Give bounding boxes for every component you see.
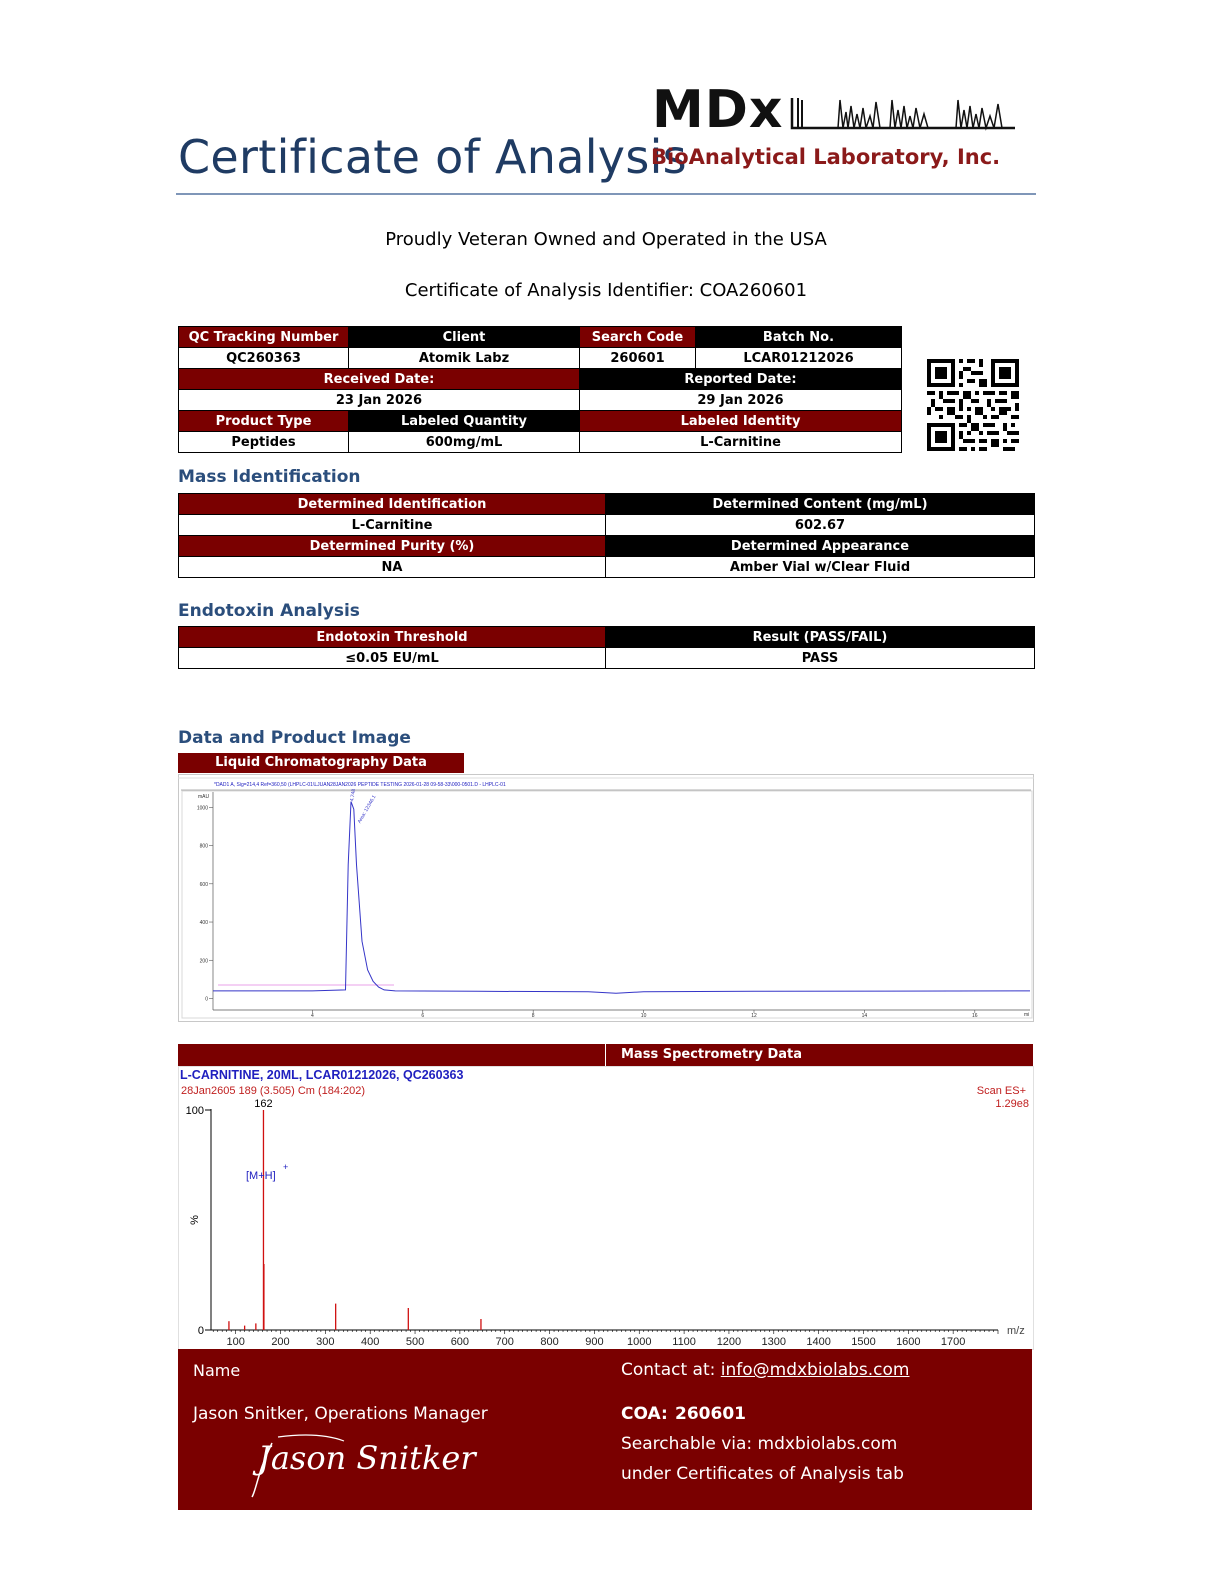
lc-chart (178, 774, 1034, 1022)
ms-x-tick-label: 1500 (851, 1336, 876, 1348)
ms-x-tick-label: 600 (450, 1336, 470, 1348)
lc-peak-area-label: Area: 12346.1 (356, 794, 378, 825)
ms-x-tick-label: 100 (226, 1336, 245, 1348)
name-label: Name (193, 1361, 241, 1380)
labeled-quantity-header: Labeled Quantity (349, 411, 580, 432)
lc-y-tick-label: 800 (199, 843, 208, 850)
ms-peak-label: 162 (254, 1098, 273, 1110)
ms-data-label: Mass Spectrometry Data (605, 1044, 1034, 1066)
labeled-quantity-value: 600mg/mL (349, 432, 580, 453)
ms-y-zero: 0 (197, 1325, 204, 1337)
lc-header-text: *DAD1 A, Sig=214,4 Ref=360,50 (LHPLC-01\LJUAN28JAN2026 PEPTIDE TESTING 2026-01-28 09-58-33\000-0501.D - LHPLC-01 (214, 782, 506, 788)
batch-header: Batch No. (696, 327, 902, 348)
lc-y-tick-label: 1000 (196, 805, 208, 812)
det-purity-value: NA (179, 557, 606, 578)
endotoxin-result-value: PASS (606, 648, 1035, 669)
lc-x-unit: mi (1024, 1012, 1030, 1018)
endotoxin-table (178, 626, 1035, 669)
ms-x-tick-label: 300 (316, 1336, 335, 1348)
searchable-text: Searchable via: mdxbiolabs.com (621, 1434, 898, 1454)
signature-text: Jason Snitker (258, 1439, 476, 1477)
coa-identifier: Certificate of Analysis Identifier: COA260601 (404, 280, 808, 301)
ms-x-tick-label: 400 (361, 1336, 380, 1348)
det-content-header: Determined Content (mg/mL) (606, 494, 1035, 515)
lc-data-label: Liquid Chromatography Data (178, 753, 464, 773)
ms-x-tick-label: 1100 (672, 1336, 696, 1348)
received-date-header: Received Date: (179, 369, 580, 390)
ms-x-tick-label: 900 (585, 1336, 604, 1348)
ms-x-tick-label: 700 (495, 1336, 514, 1348)
product-type-value: Peptides (179, 432, 349, 453)
search-code-header: Search Code (580, 327, 696, 348)
ms-x-tick-label: 1200 (716, 1336, 742, 1348)
lc-x-tick-label: 12 (751, 1013, 757, 1019)
ms-subtitle: 28Jan2605 189 (3.505) Cm (184:202) (181, 1085, 366, 1097)
ms-x-tick-label: 1600 (896, 1336, 921, 1348)
batch-value: LCAR01212026 (696, 348, 902, 369)
endotoxin-threshold-header: Endotoxin Threshold (179, 627, 606, 648)
qr-code-icon[interactable] (927, 359, 1019, 451)
lc-y-unit: mAU (198, 794, 210, 800)
det-content-value: 602.67 (606, 515, 1035, 536)
logo-subtitle: BioAnalytical Laboratory, Inc. (651, 145, 1001, 169)
det-id-value: L-Carnitine (179, 515, 606, 536)
lc-y-tick-label: 400 (199, 920, 208, 927)
lc-x-tick-label: 6 (421, 1013, 425, 1019)
lc-x-tick-label: 16 (972, 1013, 978, 1019)
labeled-identity-header: Labeled Identity (580, 411, 902, 432)
page-title: Certificate of Analysis (178, 130, 687, 184)
signature-footer (178, 1349, 1032, 1510)
info-table (178, 326, 902, 453)
reported-date-value: 29 Jan 2026 (580, 390, 902, 411)
ms-chart (178, 1066, 1034, 1350)
client-value: Atomik Labz (349, 348, 580, 369)
lc-y-tick-label: 600 (199, 881, 208, 888)
reported-date-header: Reported Date: (580, 369, 902, 390)
ms-intensity: 1.29e8 (995, 1098, 1029, 1110)
logo-chromatogram-icon (790, 92, 1020, 132)
qc-tracking-value: QC260363 (179, 348, 349, 369)
lc-x-tick-label: 8 (531, 1013, 535, 1019)
lc-x-tick-label: 4 (310, 1013, 314, 1019)
ms-scan-mode: Scan ES+ (976, 1085, 1026, 1097)
ms-x-tick-label: 1700 (940, 1336, 966, 1348)
ms-x-tick-label: 1000 (627, 1336, 652, 1348)
ms-y-label: % (189, 1215, 201, 1225)
lc-y-tick-label: 0 (205, 996, 208, 1003)
lc-x-tick-label: 10 (640, 1013, 647, 1019)
received-date-value: 23 Jan 2026 (179, 390, 580, 411)
ms-x-tick-label: 1300 (761, 1336, 787, 1348)
mass-identification-heading: Mass Identification (178, 467, 361, 487)
det-purity-header: Determined Purity (%) (179, 536, 606, 557)
ms-ion-charge: + (283, 1162, 289, 1172)
endotoxin-heading: Endotoxin Analysis (178, 601, 360, 621)
det-appearance-value: Amber Vial w/Clear Fluid (606, 557, 1035, 578)
ms-x-unit: m/z (1007, 1325, 1025, 1337)
endotoxin-threshold-value: ≤0.05 EU/mL (179, 648, 606, 669)
lc-x-tick-label: 14 (861, 1013, 868, 1019)
ms-x-tick-label: 200 (271, 1336, 290, 1348)
contact-line (621, 1360, 909, 1380)
ms-y-top: 100 (185, 1105, 204, 1117)
tagline: Proudly Veteran Owned and Operated in the USA (385, 229, 827, 250)
coa-value: 260601 (675, 1404, 746, 1424)
signer-name: Jason Snitker, Operations Manager (193, 1404, 488, 1424)
endotoxin-result-header: Result (PASS/FAIL) (606, 627, 1035, 648)
labeled-identity-value: L-Carnitine (580, 432, 902, 453)
data-section-heading: Data and Product Image (178, 728, 411, 748)
search-code-value: 260601 (580, 348, 696, 369)
signature-image (248, 1431, 488, 1501)
client-header: Client (349, 327, 580, 348)
ms-x-tick-label: 800 (540, 1336, 559, 1348)
contact-email-link[interactable]: info@mdxbiolabs.com (720, 1360, 910, 1380)
header-divider (176, 193, 1036, 195)
det-appearance-header: Determined Appearance (606, 536, 1035, 557)
qc-tracking-header: QC Tracking Number (179, 327, 349, 348)
ms-x-tick-label: 500 (405, 1336, 425, 1348)
lc-peak-label: 4.748 (349, 788, 358, 802)
det-id-header: Determined Identification (179, 494, 606, 515)
ms-ion-label: [M+H] (246, 1170, 276, 1182)
mass-identification-table (178, 493, 1035, 578)
contact-label: Contact at: (621, 1360, 716, 1380)
under-tab-text: under Certificates of Analysis tab (621, 1464, 904, 1484)
ms-title: L-CARNITINE, 20ML, LCAR01212026, QC260363 (180, 1068, 464, 1082)
product-type-header: Product Type (179, 411, 349, 432)
logo-mdx: MDx (652, 80, 784, 140)
coa-label: COA: (621, 1404, 668, 1424)
lc-y-tick-label: 200 (199, 958, 208, 965)
ms-x-tick-label: 1400 (806, 1336, 831, 1348)
